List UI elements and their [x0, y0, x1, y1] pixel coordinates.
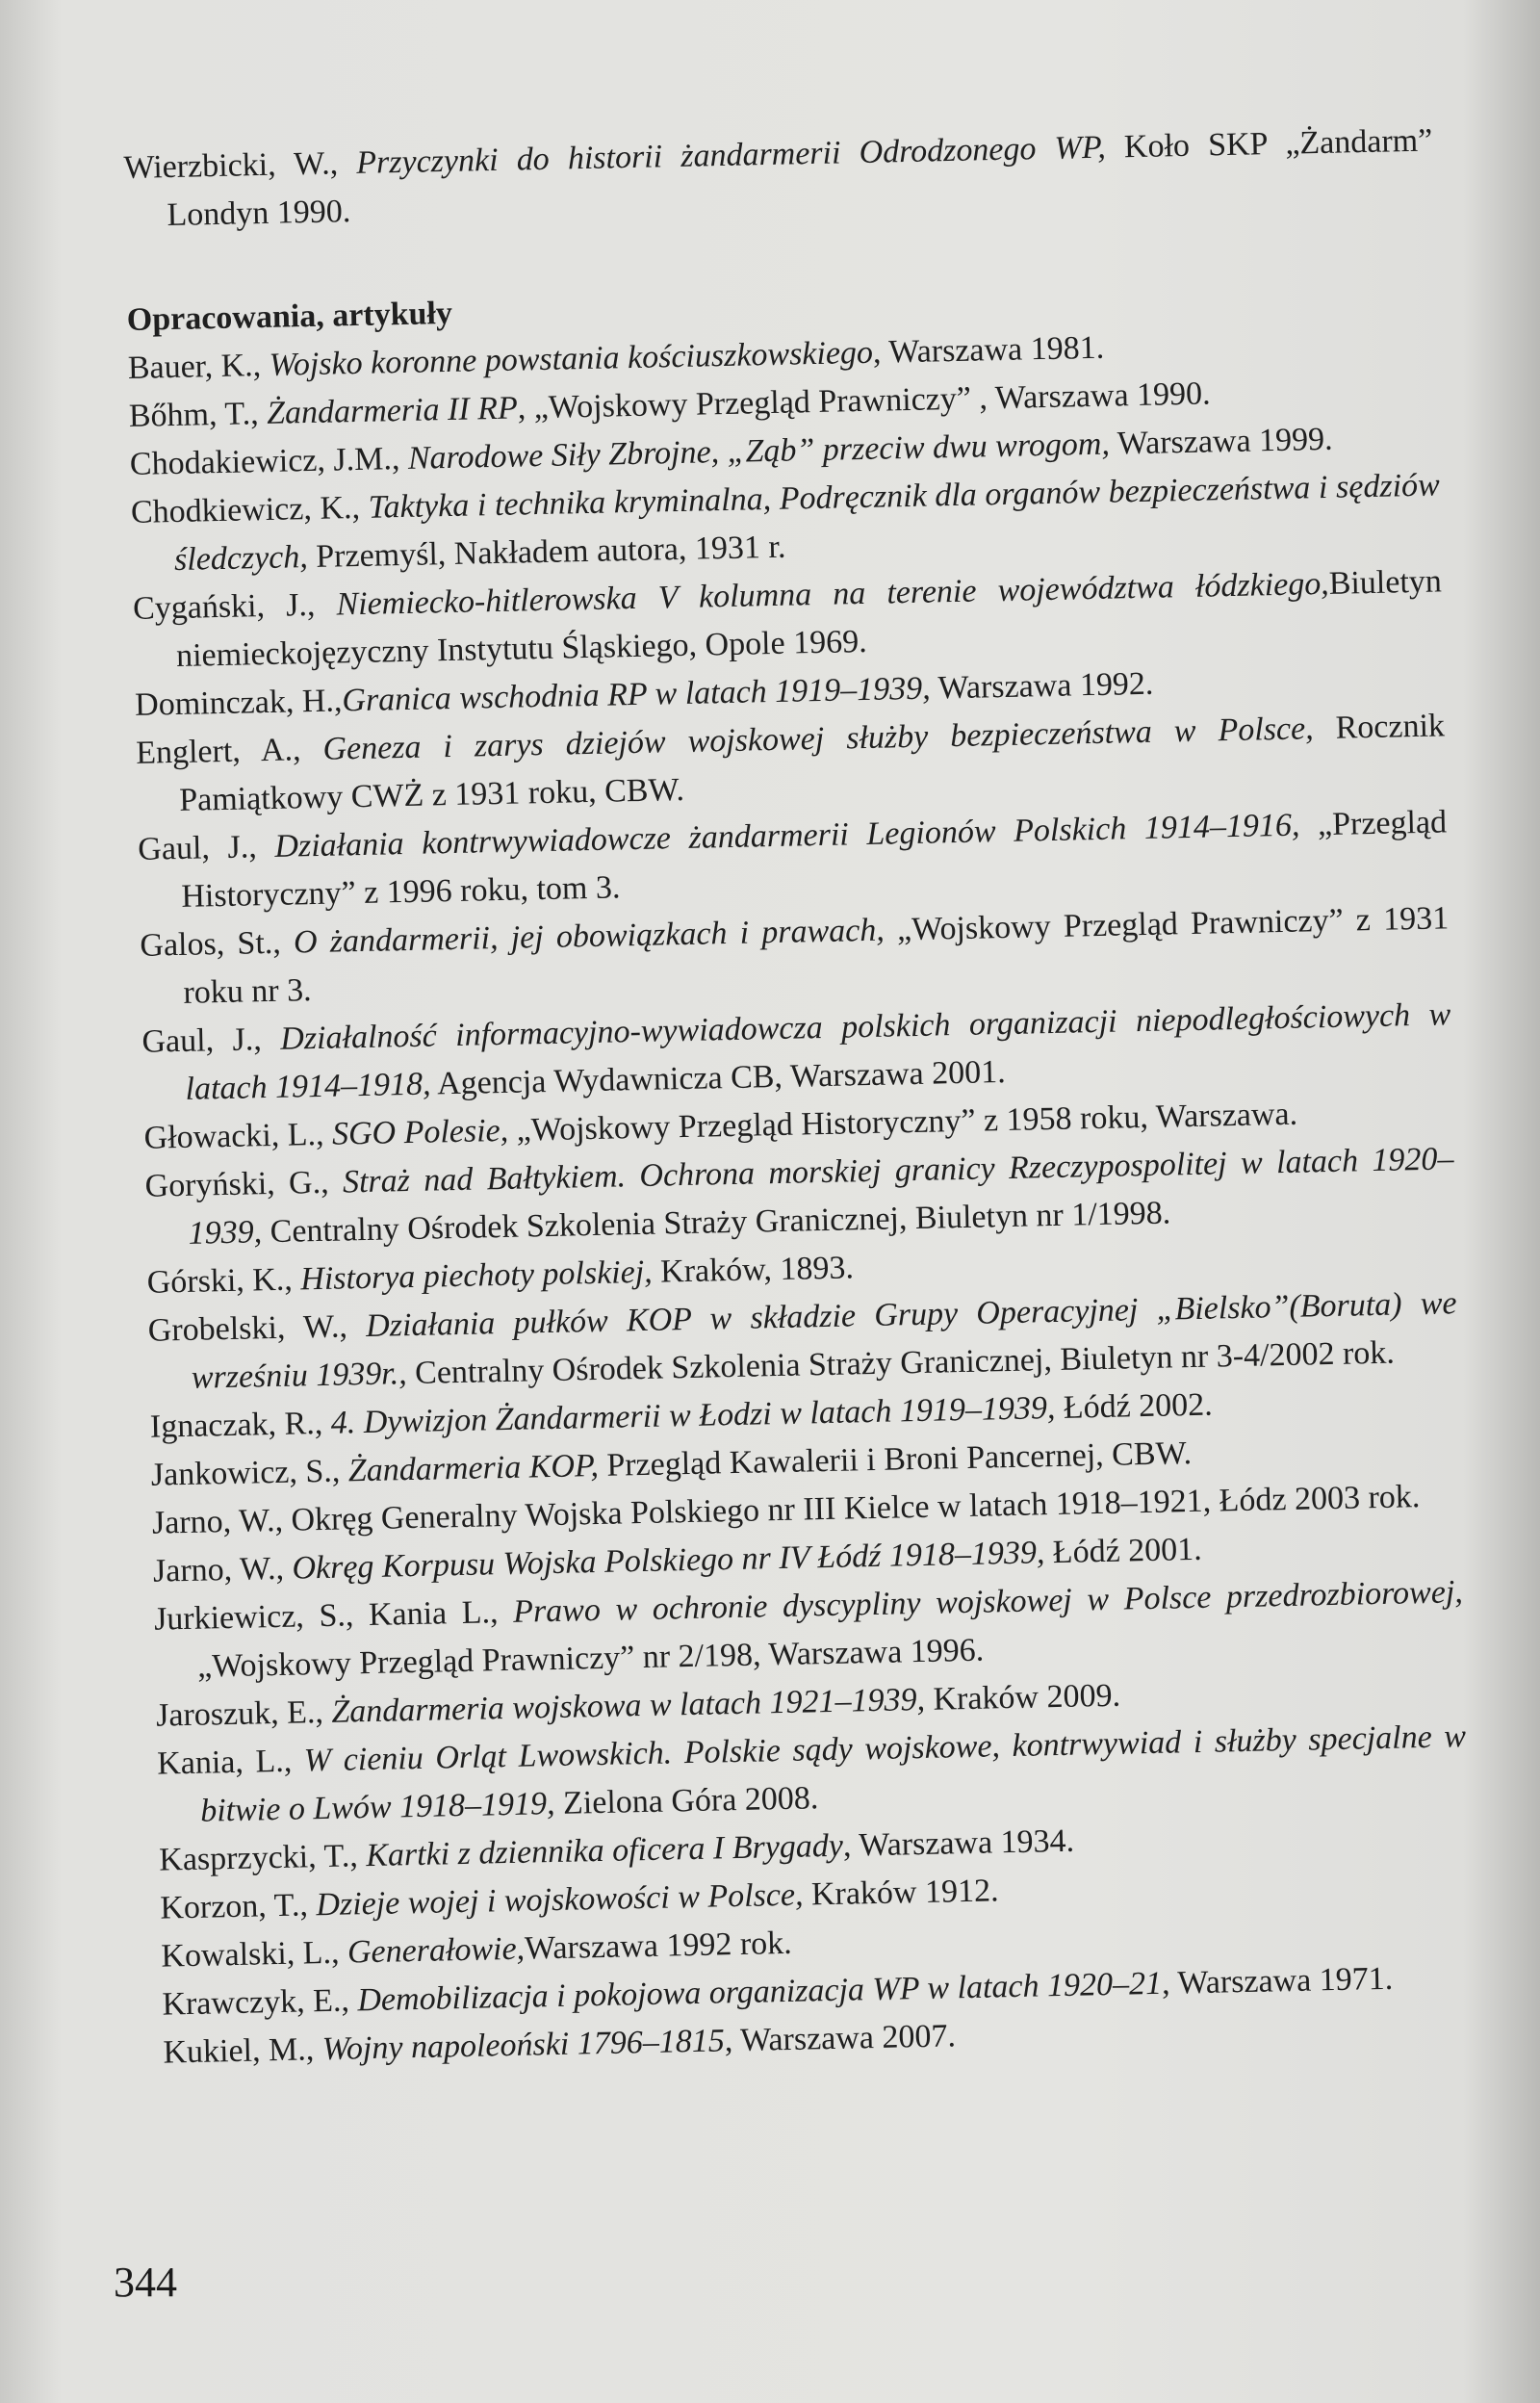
entry-details: Biuletyn niemieckojęzyczny Instytutu Śląskiego, Opole 1969. — [175, 563, 1443, 674]
entry-details: „Wojskowy Przegląd Prawniczy” nr 2/198, Warszawa 1996. — [196, 1632, 985, 1685]
section-heading: Opracowania, artykuły — [126, 295, 453, 338]
entry-details: Łódź 2002. — [1054, 1386, 1214, 1427]
entry-title: O żandarmerii, jej obowiązkach i prawach, — [293, 912, 886, 961]
entry-details: , Warszawa 1934. — [842, 1822, 1075, 1864]
entry-title: Narodowe Siły Zbrojne, „Ząb” przeciw dwu wrogom, — [407, 426, 1111, 477]
entry-title: Wojsko koronne powstania kościuszkowskiego — [269, 334, 874, 383]
entry-author: Cygański, J., — [132, 586, 337, 627]
entry-title: Dzieje wojej i wojskowości w Polsce, — [316, 1876, 804, 1924]
entry-author: Korzon, T., — [159, 1887, 317, 1926]
entry-title: Żandarmeria KOP, — [347, 1447, 600, 1489]
entry-details: Warszawa 1992. — [930, 665, 1154, 707]
entry-list — [127, 317, 1472, 2077]
entry-title: Działalność informacyjno-wywiadowcza polskich organizacji niepodległościowych w latach 1914–1918, — [185, 996, 1451, 1107]
entry-author: Goryński, G., — [144, 1164, 344, 1204]
entry-author: Galos, St., — [140, 924, 295, 964]
entry-details: Warszawa 1999. — [1109, 421, 1333, 462]
entry-title: Żandarmeria II RP — [266, 390, 519, 431]
entry-details: Warszawa 1992 rok. — [524, 1925, 793, 1967]
entry-details: Przegląd Kawalerii i Broni Pancernej, CBW. — [598, 1435, 1193, 1484]
entry-author: Ignaczak, R., — [149, 1405, 332, 1445]
entry-details: Zielona Góra 2008. — [554, 1780, 819, 1822]
entry-title: W cieniu Orląt Lwowskich. Polskie sądy wojskowe, kontrwywiad i służby specjalne w bitwie o Lwów 1918–1919, — [199, 1718, 1467, 1829]
entry-details: Kraków 2009. — [924, 1677, 1121, 1718]
entry-details: Agencja Wydawnicza CB, Warszawa 2001. — [430, 1054, 1007, 1102]
entry-details: Kraków, 1893. — [652, 1250, 855, 1290]
entry-title: Działania kontrwywiadowcze żandarmerii Legionów Polskich 1914–1916, — [274, 807, 1300, 865]
entry-details: „Wojskowy Przegląd Prawniczy” z 1931 roku nr 3. — [183, 900, 1450, 1011]
entry-author: Głowacki, L., — [143, 1116, 333, 1156]
entry-author: Gaul, J., — [141, 1021, 281, 1060]
entry-details: Rocznik Pamiątkowy CWŻ z 1931 roku, CBW. — [178, 708, 1446, 818]
bibliography-entry — [123, 117, 1434, 241]
entry-author: Gaul, J., — [137, 828, 275, 867]
entry-title: Działania pułków KOP w składzie Grupy Operacyjnej „Bielsko”(Boruta) we wrześniu 1939r., — [191, 1285, 1457, 1396]
entry-details: , „Wojskowy Przegląd Prawniczy” , Warszawa 1990. — [517, 375, 1211, 426]
entry-title: Kartki z dziennika oficera I Brygady — [365, 1827, 844, 1874]
entry-details: Centralny Ośrodek Szkolenia Straży Granicznej, Biuletyn nr 1/1998. — [261, 1195, 1171, 1251]
entry-details: Kraków 1912. — [803, 1873, 999, 1913]
entry-title: Straż nad Bałtykiem. Ochrona morskiej granicy Rzeczypospolitej w latach 1920–1939, — [188, 1141, 1454, 1252]
entry-details: Centralny Ośrodek Szkolenia Straży Granicznej, Biuletyn nr 3-4/2002 rok. — [406, 1334, 1396, 1392]
entry-author: Bőhm, T., — [128, 395, 268, 434]
entry-details: Przemyśl, Nakładem autora, 1931 r. — [307, 529, 786, 576]
entry-details: Okręg Generalny Wojska Polskiego nr III Kielce w latach 1918–1921, Łódz 2003 rok. — [291, 1479, 1421, 1538]
entry-author: Bauer, K., — [127, 347, 270, 386]
entry-author: Grobelski, W., — [147, 1307, 367, 1349]
bibliography — [123, 117, 1473, 2078]
entry-details: Koło SKP „Żandarm” Londyn 1990. — [167, 122, 1433, 234]
entry-title: Wojny napoleoński 1796–1815 — [321, 2023, 726, 2068]
entry-title: Geneza i zarys dziejów wojskowej służby bezpieczeństwa w Polsce, — [322, 711, 1315, 767]
entry-author: Kasprzycki, T., — [158, 1838, 367, 1878]
entry-title: Żandarmeria wojskowa w latach 1921–1939, — [331, 1681, 926, 1730]
entry-author: Górski, K., — [146, 1261, 301, 1301]
entry-author: Dominczak, H., — [134, 683, 343, 723]
entry-author: Kukiel, M., — [163, 2031, 323, 2071]
entry-title: Granica wschodnia RP w latach 1919–1939, — [342, 670, 932, 719]
entry-title: 4. Dywizjon Żandarmerii w Łodzi w latach 1919–1939, — [330, 1390, 1056, 1441]
entry-author: Chodkiewicz, K., — [130, 489, 370, 530]
entry-author: Kania, L., — [156, 1743, 305, 1782]
entry-title: Niemiecko-hitlerowska V kolumna na terenie województwa łódzkiego, — [336, 565, 1330, 623]
entry-details: , Warszawa 1971. — [1161, 1960, 1394, 2002]
entry-author: Jaroszuk, E., — [155, 1693, 332, 1734]
entry-author: Chodakiewicz, J.M., — [129, 440, 409, 482]
entry-author: Krawczyk, E., — [162, 1982, 358, 2023]
entry-title: Prawo w ochronie dyscypliny wojskowej w Polsce przedrozbiorowej, — [512, 1574, 1464, 1630]
entry-author: Kowalski, L., — [161, 1934, 348, 1975]
page-number: 344 — [114, 2259, 177, 2306]
entry-details: „Wojskowy Przegląd Historyczny” z 1958 roku, Warszawa. — [507, 1096, 1298, 1149]
entry-title: Historya piechoty polskiej, — [299, 1253, 654, 1298]
entry-author: Jankowicz, S., — [150, 1453, 349, 1493]
entry-title: Okręg Korpusu Wojska Polskiego nr IV Łódź 1918–1939, — [292, 1535, 1045, 1587]
entry-details: Łódź 2001. — [1043, 1531, 1203, 1571]
entry-title: SGO Polesie, — [331, 1112, 509, 1152]
entry-author: Englert, A., — [135, 731, 323, 771]
entry-details: , Warszawa 1981. — [872, 329, 1105, 371]
entry-title: Taktyka i technika kryminalna, Podręcznik dla organów bezpieczeństwa i sędziów śledczych, — [173, 467, 1441, 578]
entry-title: Przyczynki do historii żandarmerii Odrodzonego WP, — [355, 129, 1107, 181]
entry-author: Jarno, W., — [151, 1502, 292, 1541]
entry-author: Jarno, W., — [152, 1550, 293, 1589]
entry-title: Generałowie, — [346, 1930, 526, 1971]
entry-details: , Warszawa 2007. — [724, 2018, 957, 2059]
entry-author: Jurkiewicz, S., Kania L., — [153, 1593, 514, 1638]
entry-details: „Przegląd Historyczny” z 1996 roku, tom 3. — [180, 804, 1448, 915]
entry-author: Wierzbicki, W., — [123, 144, 357, 186]
entry-title: Demobilizacja i pokojowa organizacja WP w latach 1920–21 — [357, 1965, 1163, 2019]
